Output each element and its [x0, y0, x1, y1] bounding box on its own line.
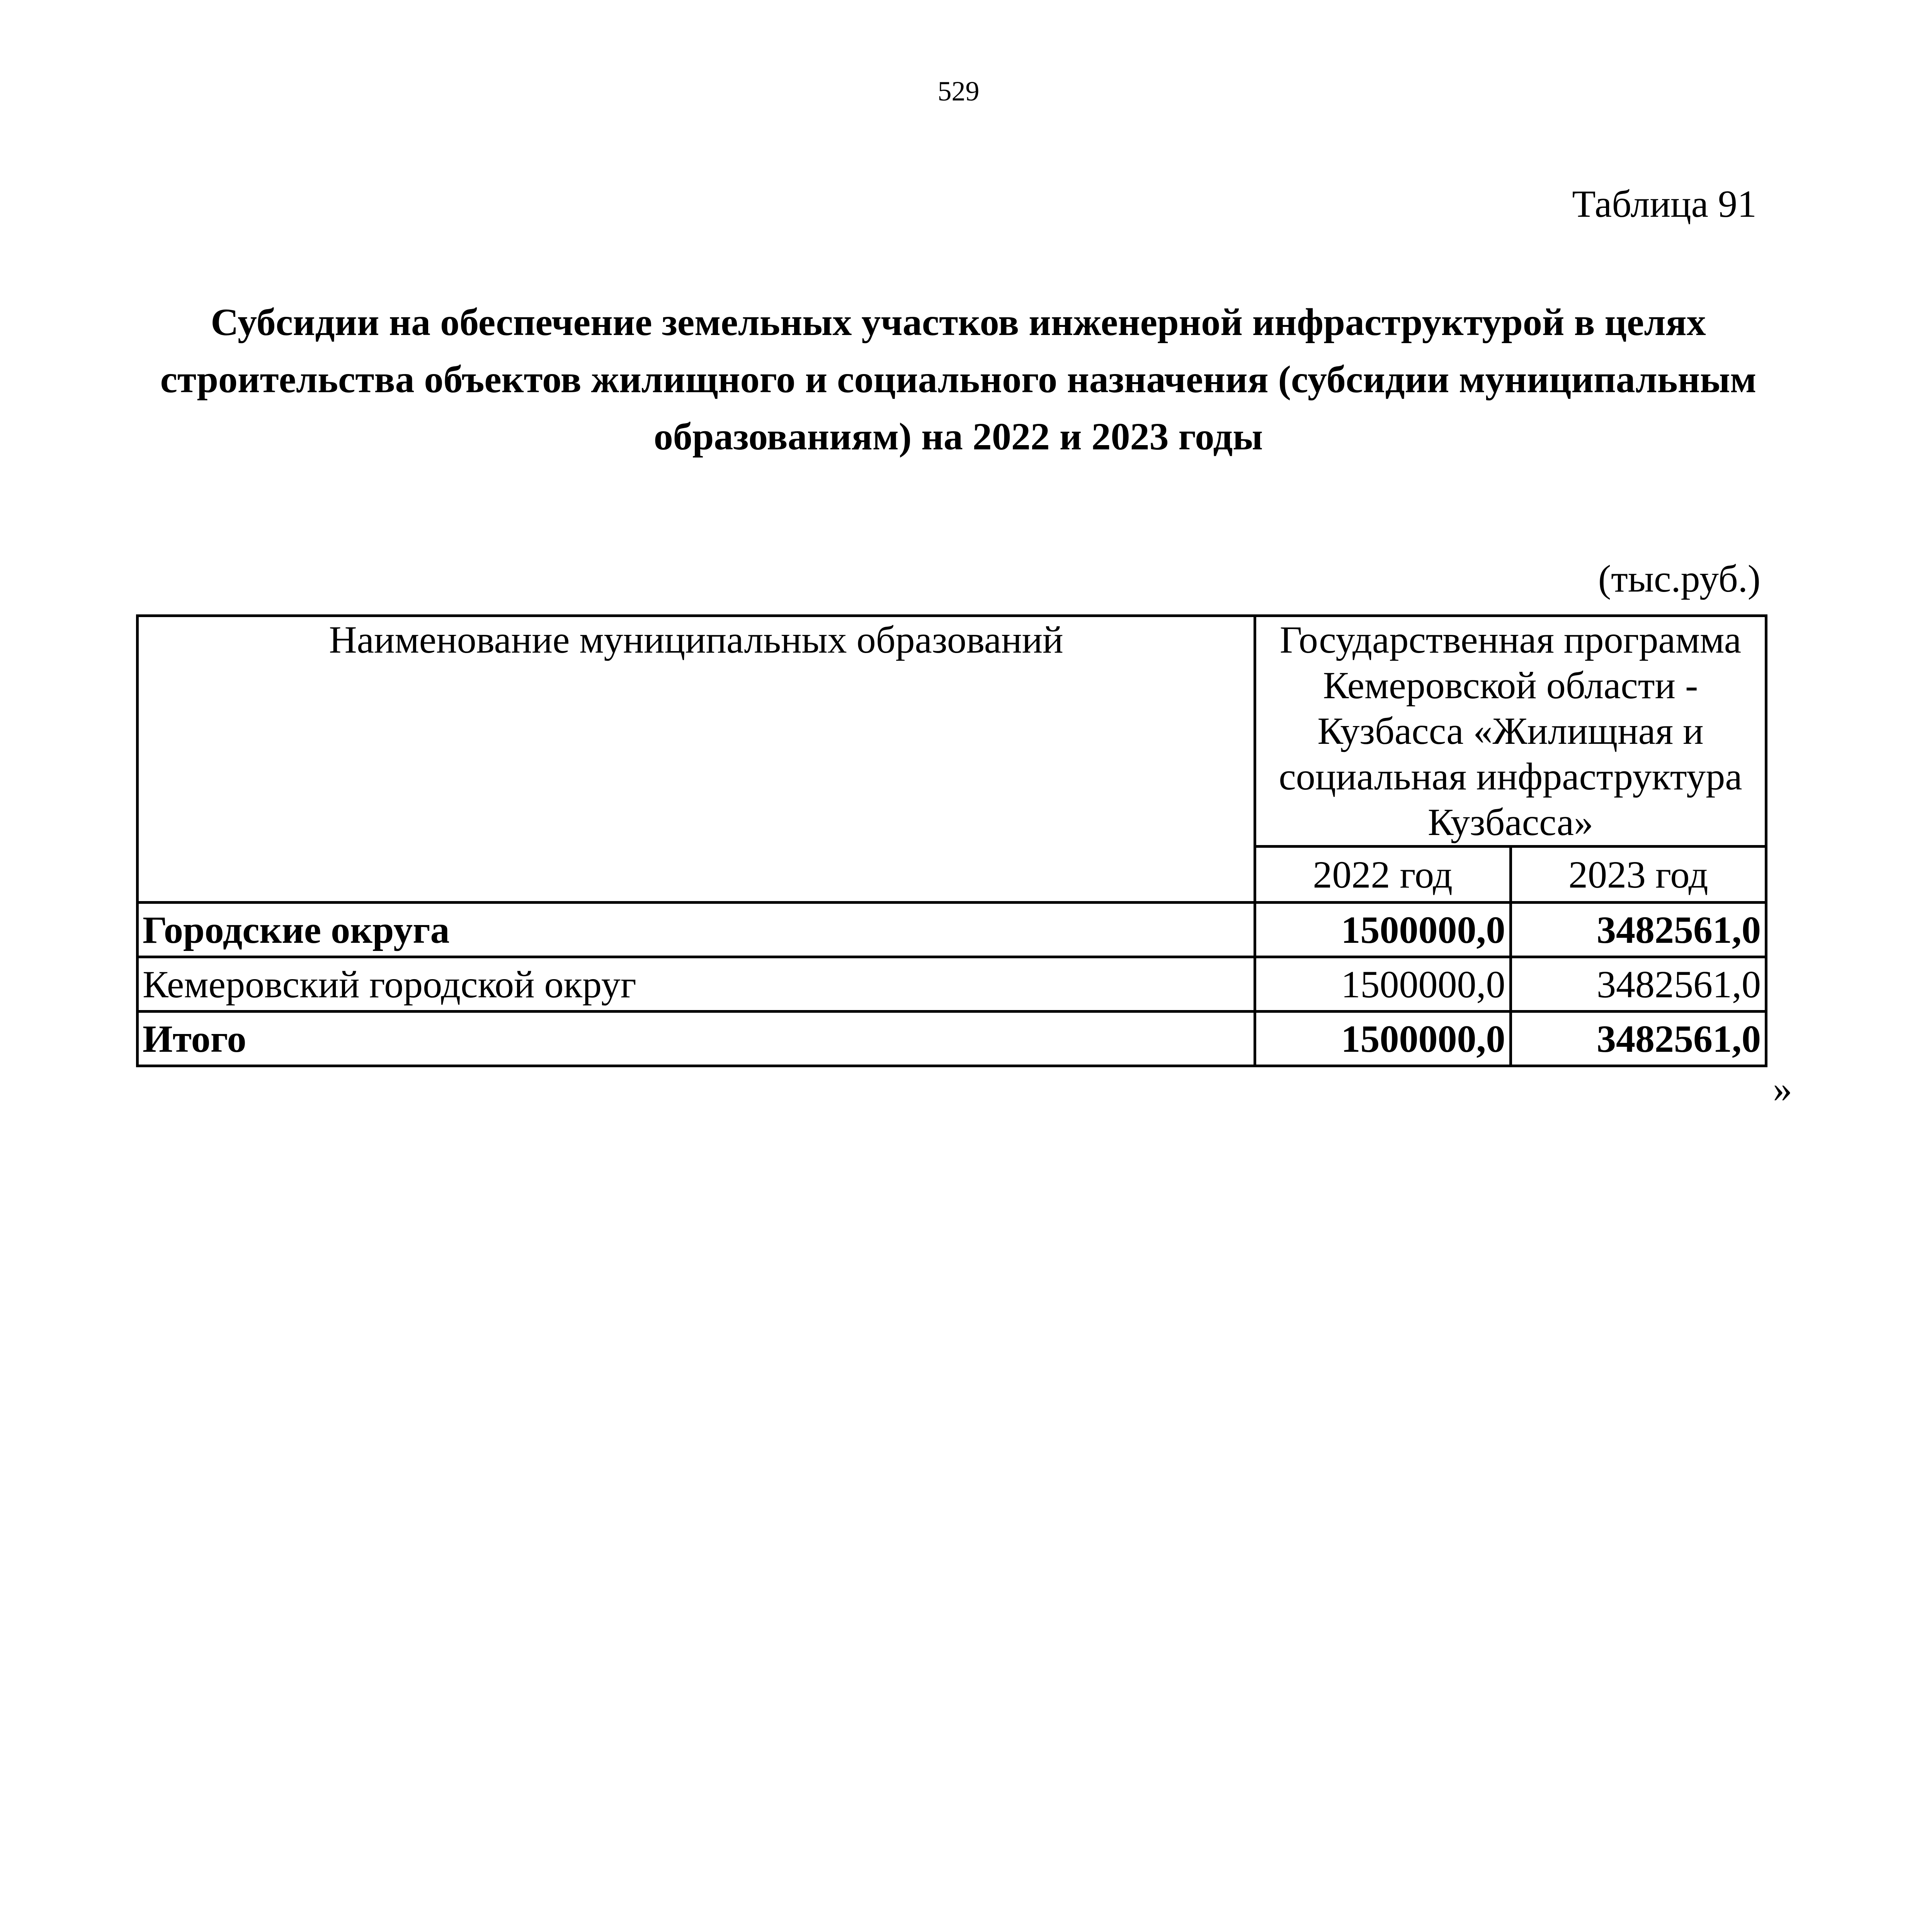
- table-row-kemerovo: [138, 957, 1766, 1012]
- page-number: 529: [937, 76, 980, 107]
- header-state-program: Государственная программа Кемеровской области - Кузбасса «Жилищная и социальная инфраструктура Кузбасса»: [1255, 616, 1766, 847]
- row-name: Городские округа: [138, 903, 1255, 957]
- row-name: Итого: [138, 1012, 1255, 1066]
- row-value-2022: 1500000,0: [1255, 1012, 1511, 1066]
- header-year-2023: 2023 год: [1510, 847, 1766, 903]
- header-municipality-name: Наименование муниципальных образований: [138, 616, 1255, 903]
- row-value-2023: 3482561,0: [1510, 903, 1766, 957]
- row-value-2023: 3482561,0: [1510, 957, 1766, 1012]
- row-name: Кемеровский городской округ: [138, 957, 1255, 1012]
- document-title: Субсидии на обеспечение земельных участков инженерной инфраструктурой в целях строительства объектов жилищного и социального назначения (субсидии муниципальным образованиям) на 2022 и 2023 годы: [160, 301, 1757, 458]
- closing-quote-mark: »: [1773, 1067, 1792, 1110]
- table-row-urban-districts: [138, 903, 1766, 957]
- row-value-2022: 1500000,0: [1255, 903, 1511, 957]
- table-number: Таблица 91: [1572, 182, 1757, 225]
- subsidy-table: [136, 614, 1767, 1067]
- header-year-2022: 2022 год: [1255, 847, 1511, 903]
- table-row-total: [138, 1012, 1766, 1066]
- row-value-2023: 3482561,0: [1510, 1012, 1766, 1066]
- units-label: (тыс.руб.): [1598, 557, 1761, 600]
- row-value-2022: 1500000,0: [1255, 957, 1511, 1012]
